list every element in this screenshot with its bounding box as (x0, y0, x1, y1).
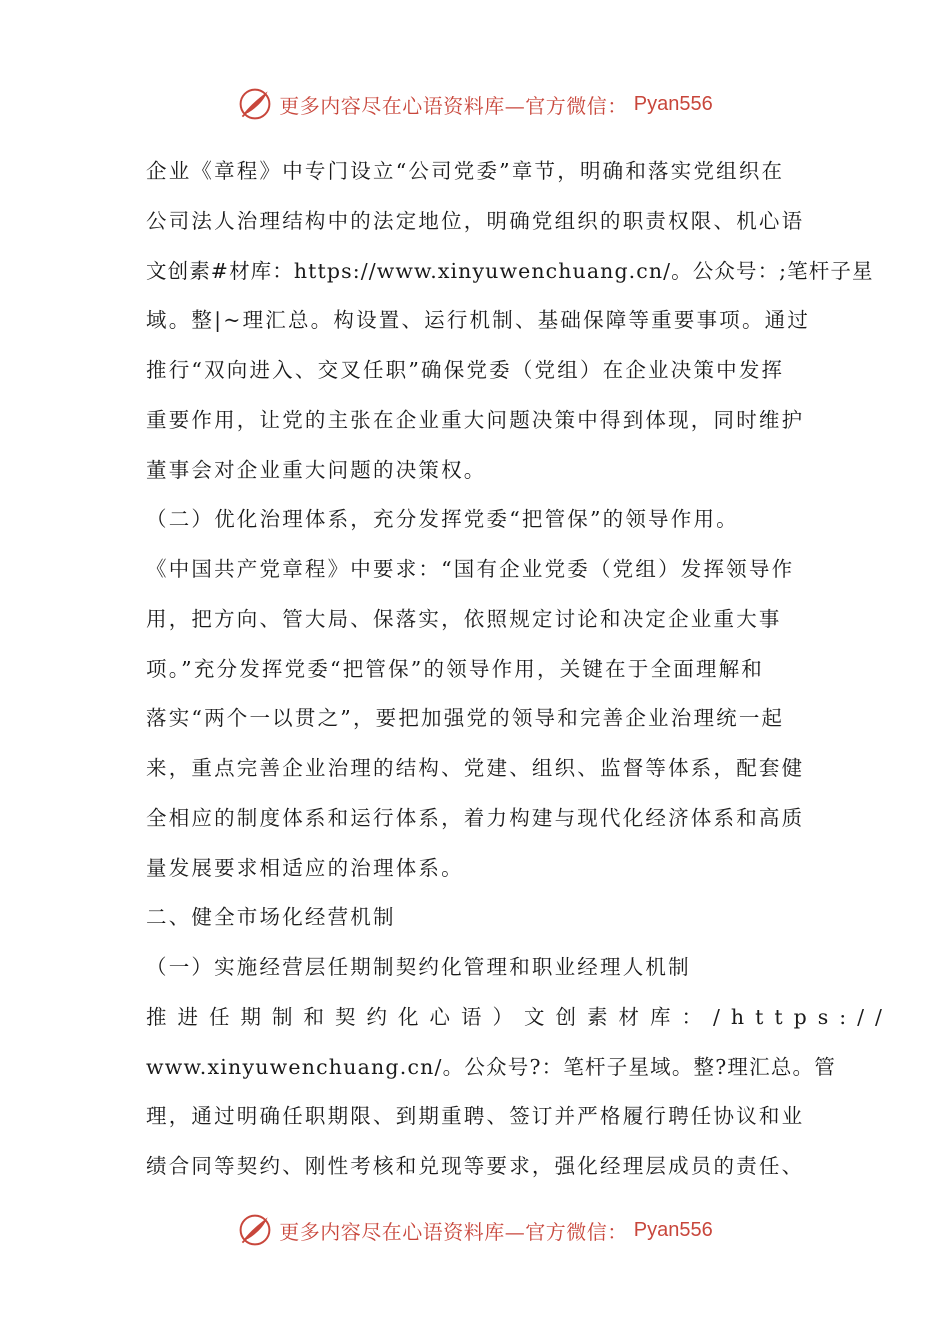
text-line: 来，重点完善企业治理的结构、党建、组织、监督等体系，配套健 (146, 756, 805, 780)
text-line: 《中国共产党章程》中要求：“国有企业党委（党组）发挥领导作 (146, 557, 795, 581)
header-banner-text: 更多内容尽在心语资料库—官方微信： (279, 93, 628, 118)
text-line: 落实“两个一以贯之”，要把加强党的领导和完善企业治理统一起 (146, 706, 785, 731)
text-line: 量发展要求相适应的治理体系。 (146, 855, 464, 880)
quill-logo-icon (237, 1212, 273, 1248)
text-line: 企业《章程》中专门设立“公司党委”章节，明确和落实党组织在 (146, 159, 785, 183)
footer-banner-text: 更多内容尽在心语资料库—官方微信： (279, 1219, 628, 1244)
quill-logo-icon (237, 86, 273, 122)
text-line: www.xinyuwenchuang.cn/。公众号?：笔杆子星域。整?理汇总。管 (146, 1054, 836, 1079)
footer-banner-wechat-id: Pyan556 (633, 1218, 713, 1241)
text-line: 公司法人治理结构中的法定地位，明确党组织的职责权限、机心语 (146, 208, 805, 233)
document-body (146, 147, 893, 1192)
text-line: 推行“双向进入、交叉任职”确保党委（党组）在企业决策中发挥 (146, 358, 785, 382)
footer-banner (0, 1208, 950, 1252)
text-line: 域。整|~理汇总。构设置、运行机制、基础保障等重要事项。通过 (146, 308, 811, 333)
text-line: 推进任期制和契约化心语）文创素材库：/https:// (146, 1004, 893, 1029)
header-banner (0, 82, 950, 126)
text-line: 全相应的制度体系和运行体系，着力构建与现代化经济体系和高质 (146, 805, 805, 830)
section-heading: （一）实施经营层任期制契约化管理和职业经理人机制 (146, 955, 691, 979)
text-line: 用，把方向、管大局、保落实，依照规定讨论和决定企业重大事 (146, 606, 782, 631)
text-line: 绩合同等契约、刚性考核和兑现等要求，强化经理层成员的责任、 (146, 1154, 805, 1178)
section-heading: 二、健全市场化经营机制 (146, 905, 396, 930)
section-heading: （二）优化治理体系，充分发挥党委“把管保”的领导作用。 (146, 507, 739, 532)
text-line: 项。”充分发挥党委“把管保”的领导作用，关键在于全面理解和 (146, 656, 764, 681)
text-line: 理，通过明确任职期限、到期重聘、签订并严格履行聘任协议和业 (146, 1104, 805, 1129)
header-banner-wechat-id: Pyan556 (633, 92, 713, 115)
text-line: 重要作用，让党的主张在企业重大问题决策中得到体现，同时维护 (146, 407, 805, 432)
text-line: 董事会对企业重大问题的决策权。 (146, 457, 487, 482)
text-line: 文创素#材库：https://www.xinyuwenchuang.cn/。公众号：;笔杆子星 (146, 258, 874, 283)
